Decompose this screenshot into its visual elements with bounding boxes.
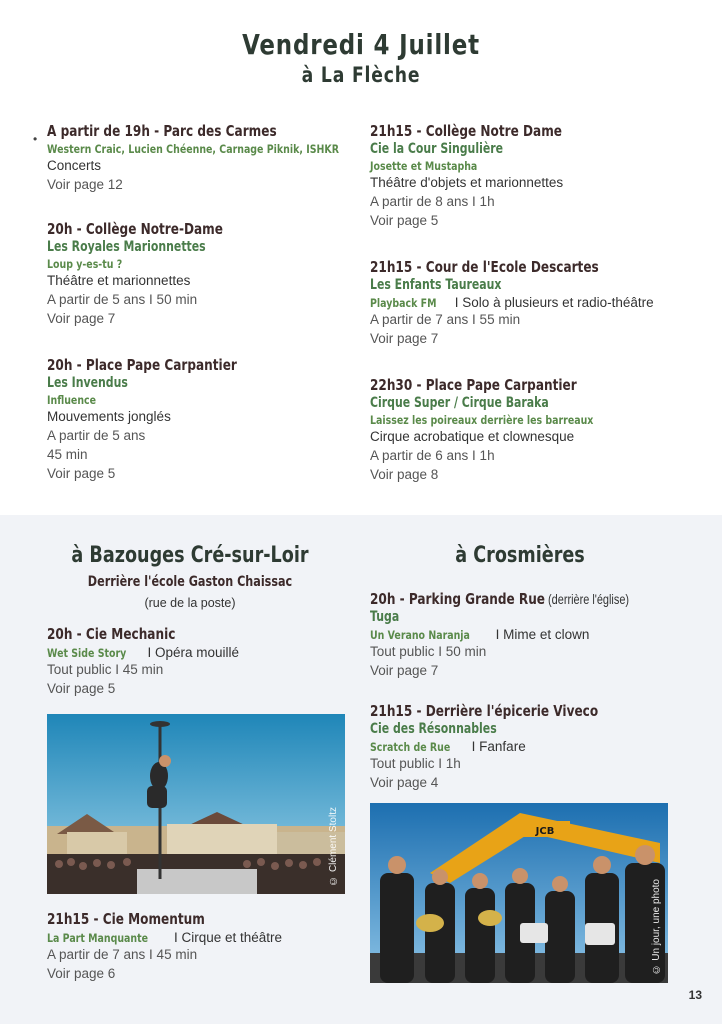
event-enfants-taureaux: [370, 258, 700, 348]
event-page-ref: Voir page 8: [370, 467, 439, 482]
event-time: 20h - Cie Mechanic: [47, 625, 176, 643]
event-time: 20h - Place Pape Carpantier: [47, 356, 237, 374]
event-page-ref: Voir page 4: [370, 775, 439, 790]
event-time: 21h15 - Collège Notre Dame: [370, 122, 562, 140]
event-company: Les Invendus: [47, 375, 128, 391]
event-cirque-super: [370, 376, 700, 484]
event-show: Wet Side Story I Opéra mouillé: [47, 645, 239, 660]
page-header: [0, 28, 722, 87]
event-company: Cirque Super / Cirque Baraka: [370, 395, 549, 411]
bazouges-title: à Bazouges Cré-sur-Loir: [71, 543, 309, 568]
event-cie-momentum: [47, 910, 377, 983]
event-company: Les Royales Marionnettes: [47, 239, 206, 255]
event-page-ref: Voir page 5: [47, 681, 116, 696]
event-genre: Théâtre d'objets et marionnettes: [370, 175, 564, 190]
header-date: Vendredi 4 Juillet: [242, 28, 480, 61]
header-location: à La Flèche: [301, 63, 421, 87]
event-time: 20h - Parking Grande Rue (derrière l'église): [370, 590, 630, 608]
event-time: 22h30 - Place Pape Carpantier: [370, 376, 577, 394]
event-page-ref: Voir page 6: [47, 966, 116, 981]
event-genre: Cirque acrobatique et clownesque: [370, 429, 575, 444]
crosmieres-title: à Crosmières: [455, 543, 585, 568]
event-page-ref: Voir page 7: [47, 311, 116, 326]
event-time: 21h15 - Cie Momentum: [47, 910, 205, 928]
event-show: Loup y-es-tu ?: [47, 257, 123, 271]
svg-text:JCB: JCB: [535, 826, 555, 837]
event-time: 21h15 - Cour de l'Ecole Descartes: [370, 258, 599, 276]
event-show: Scratch de Rue I Fanfare: [370, 739, 526, 754]
event-company: Les Enfants Taureaux: [370, 277, 502, 293]
event-genre: Concerts: [47, 158, 102, 173]
event-age-duration: Tout public I 1h: [370, 756, 461, 771]
event-age-duration: Tout public I 50 min: [370, 644, 487, 659]
event-age-duration: Tout public I 45 min: [47, 662, 164, 677]
event-show: Laissez les poireaux derrière les barreaux: [370, 413, 594, 427]
event-page-ref: Voir page 5: [370, 213, 439, 228]
photo-credit: © Clément Stoltz: [328, 807, 339, 886]
photo-brass-band: [370, 803, 668, 983]
event-show: Un Verano Naranja I Mime et clown: [370, 627, 590, 642]
event-cie-mechanic: [47, 625, 377, 698]
event-show: Josette et Mustapha: [370, 159, 478, 173]
event-show: Influence: [47, 393, 97, 407]
event-company: Cie la Cour Singulière: [370, 141, 504, 157]
event-age: A partir de 5 ans: [47, 428, 146, 443]
event-duration: 45 min: [47, 447, 88, 462]
bazouges-street: (rue de la poste): [144, 596, 236, 610]
event-cie-des-resonnables: [370, 702, 700, 792]
brass-band-illustration: [370, 803, 668, 983]
page-number: 13: [688, 988, 702, 1002]
event-royales-marionnettes: [47, 220, 377, 328]
event-show: La Part Manquante I Cirque et théâtre: [47, 930, 283, 945]
pole-acrobat-illustration: [47, 714, 345, 894]
event-genre: Théâtre et marionnettes: [47, 273, 191, 288]
event-age-duration: A partir de 5 ans I 50 min: [47, 292, 198, 307]
photo-credit: © Un jour, une photo: [651, 879, 662, 975]
event-time: A partir de 19h - Parc des Carmes: [47, 122, 277, 140]
event-page-ref: Voir page 5: [47, 466, 116, 481]
event-genre: Mouvements jonglés: [47, 409, 171, 424]
event-time: 20h - Collège Notre-Dame: [47, 220, 223, 238]
event-page-ref: Voir page 12: [47, 177, 123, 192]
event-age-duration: A partir de 7 ans I 45 min: [47, 947, 198, 962]
event-age-duration: A partir de 7 ans I 55 min: [370, 312, 521, 327]
event-page-ref: Voir page 7: [370, 331, 439, 346]
bullet-dot: •: [33, 132, 38, 146]
event-company: Tuga: [370, 609, 400, 625]
event-artists: Western Craic, Lucien Chéenne, Carnage Piknik, ISHKR: [47, 142, 339, 156]
bazouges-subtitle: Derrière l'école Gaston Chaissac: [87, 574, 293, 590]
event-les-invendus: [47, 356, 377, 483]
event-tuga: [370, 590, 700, 680]
event-parc-des-carmes: [47, 122, 377, 194]
event-age-duration: A partir de 8 ans I 1h: [370, 194, 495, 209]
event-age-duration: A partir de 6 ans I 1h: [370, 448, 495, 463]
event-company: Cie des Résonnables: [370, 721, 497, 737]
event-cour-singuliere: [370, 122, 700, 230]
photo-pole-acrobat: [47, 714, 345, 894]
event-show: Playback FM I Solo à plusieurs et radio-théâtre: [370, 295, 654, 310]
event-time: 21h15 - Derrière l'épicerie Viveco: [370, 702, 599, 720]
event-page-ref: Voir page 7: [370, 663, 439, 678]
